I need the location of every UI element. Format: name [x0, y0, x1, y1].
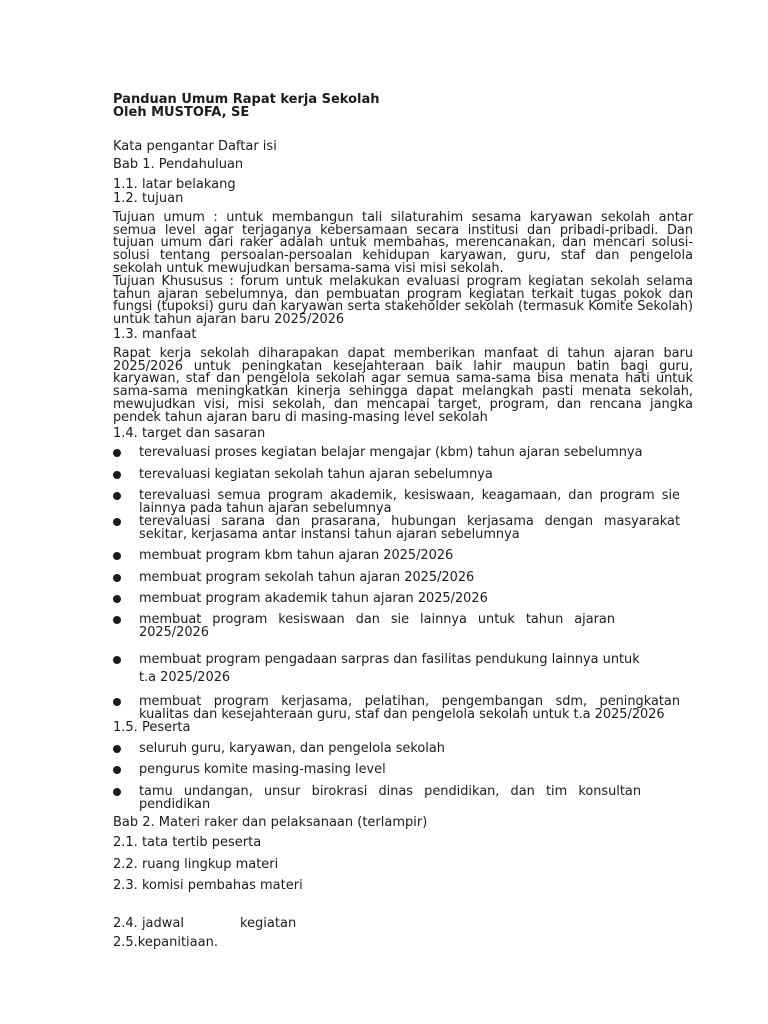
list-item: terevaluasi sarana dan prasarana, hubungan kerjasama dengan masyarakat sekitar, kerjasama antar instansi tahun ajaran sebelumnya: [139, 514, 680, 542]
general-purpose-paragraph: Tujuan umum : untuk membangun tali silaturahim sesama karyawan sekolah antar semua level agar terjaganya kebersamaan secara institusi dan pribadi-pribadi. Dan tujuan umum dari raker adalah untuk membahas, merencanakan, dan mencari solusi-solusi tentang persoalan-persoalan kehidupan karyawan, guru, staf dan pengelola sekolah untuk mewujudkan bersama-sama visi misi sekolah.: [113, 210, 693, 276]
chapter-2-heading: Bab 2. Materi raker dan pelaksanaan (terlampir): [113, 815, 428, 830]
list-item: terevaluasi semua program akademik, kesiswaan, keagamaan, dan program sie lainnya pada tahun ajaran sebelumnya: [139, 488, 680, 516]
section-2-2-heading: 2.2. ruang lingkup materi: [113, 857, 279, 872]
specific-purpose-paragraph: Tujuan Khususus : forum untuk melakukan evaluasi program kegiatan sekolah selama tahun ajaran sebelumnya, dan pembuatan program kegiatan terkait tugas pokok dan fungsi (tupoksi) guru dan karyawan serta stakeholder sekolah (termasuk Komite Sekolah) untuk tahun ajaran baru 2025/2026: [113, 274, 693, 328]
section-1-2-heading: 1.2. tujuan: [113, 191, 184, 206]
bullet-icon: [113, 743, 124, 754]
list-item: membuat program akademik tahun ajaran 2025/2026: [139, 591, 488, 606]
bullet-icon: [113, 764, 124, 775]
list-item: seluruh guru, karyawan, dan pengelola sekolah: [139, 741, 445, 756]
list-item: membuat program pengadaan sarpras dan fasilitas pendukung lainnya untuk: [139, 652, 640, 667]
document-author: Oleh MUSTOFA, SE: [113, 105, 250, 120]
benefit-paragraph: Rapat kerja sekolah diharapakan dapat memberikan manfaat di tahun ajaran baru 2025/2026 untuk peningkatan kesejahteraan baik lahir maupun batin bagi guru, karyawan, staf dan pengelola sekolah agar semua sama-sama bisa menata hati untuk sama-sama meningkatkan kinerja sehingga dapat melangkah pasti menata sekolah, mewujudkan visi, misi sekolah, dan mencapai target, program, dan rencana jangka pendek tahun ajaran baru di masing-masing level sekolah: [113, 346, 693, 425]
intro-line: Kata pengantar Daftar isi: [113, 139, 277, 154]
section-2-3-heading: 2.3. komisi pembahas materi: [113, 878, 303, 893]
list-item: membuat program kerjasama, pelatihan, pengembangan sdm, peningkatan kualitas dan kesejahteraan guru, staf dan pengelola sekolah untuk t.a 2025/2026: [139, 694, 680, 722]
bullet-icon: [113, 550, 124, 561]
bullet-icon: [113, 786, 124, 797]
bullet-icon: [113, 593, 124, 604]
list-item: membuat program sekolah tahun ajaran 2025/2026: [139, 570, 475, 585]
bullet-icon: [113, 447, 124, 458]
bullet-icon: [113, 572, 124, 583]
bullet-icon: [113, 490, 124, 501]
list-item: terevaluasi kegiatan sekolah tahun ajaran sebelumnya: [139, 467, 493, 482]
bullet-icon: [113, 469, 124, 480]
list-item: pengurus komite masing-masing level: [139, 762, 386, 777]
section-1-5-heading: 1.5. Peserta: [113, 720, 191, 735]
section-1-4-heading: 1.4. target dan sasaran: [113, 426, 266, 441]
chapter-1-heading: Bab 1. Pendahuluan: [113, 157, 244, 172]
list-item: membuat program kesiswaan dan sie lainnya untuk tahun ajaran 2025/2026: [139, 612, 615, 640]
list-item-continuation: t.a 2025/2026: [139, 670, 231, 685]
section-2-4-label: 2.4. jadwal: [113, 916, 184, 931]
section-2-4-activity: kegiatan: [239, 916, 297, 931]
section-1-1-heading: 1.1. latar belakang: [113, 177, 236, 192]
bullet-icon: [113, 696, 124, 707]
bullet-icon: [113, 614, 124, 625]
section-2-5-heading: 2.5.kepanitiaan.: [113, 935, 218, 950]
section-2-1-heading: 2.1. tata tertib peserta: [113, 835, 262, 850]
section-2-4-heading: [113, 917, 296, 930]
bullet-icon: [113, 654, 124, 665]
list-item: tamu undangan, unsur birokrasi dinas pendidikan, dan tim konsultan pendidikan: [139, 784, 641, 812]
list-item: terevaluasi proses kegiatan belajar mengajar (kbm) tahun ajaran sebelumnya: [139, 445, 643, 460]
section-1-3-heading: 1.3. manfaat: [113, 327, 197, 342]
list-item: membuat program kbm tahun ajaran 2025/2026: [139, 548, 454, 563]
document-title: Panduan Umum Rapat kerja Sekolah: [113, 92, 380, 107]
bullet-icon: [113, 516, 124, 527]
